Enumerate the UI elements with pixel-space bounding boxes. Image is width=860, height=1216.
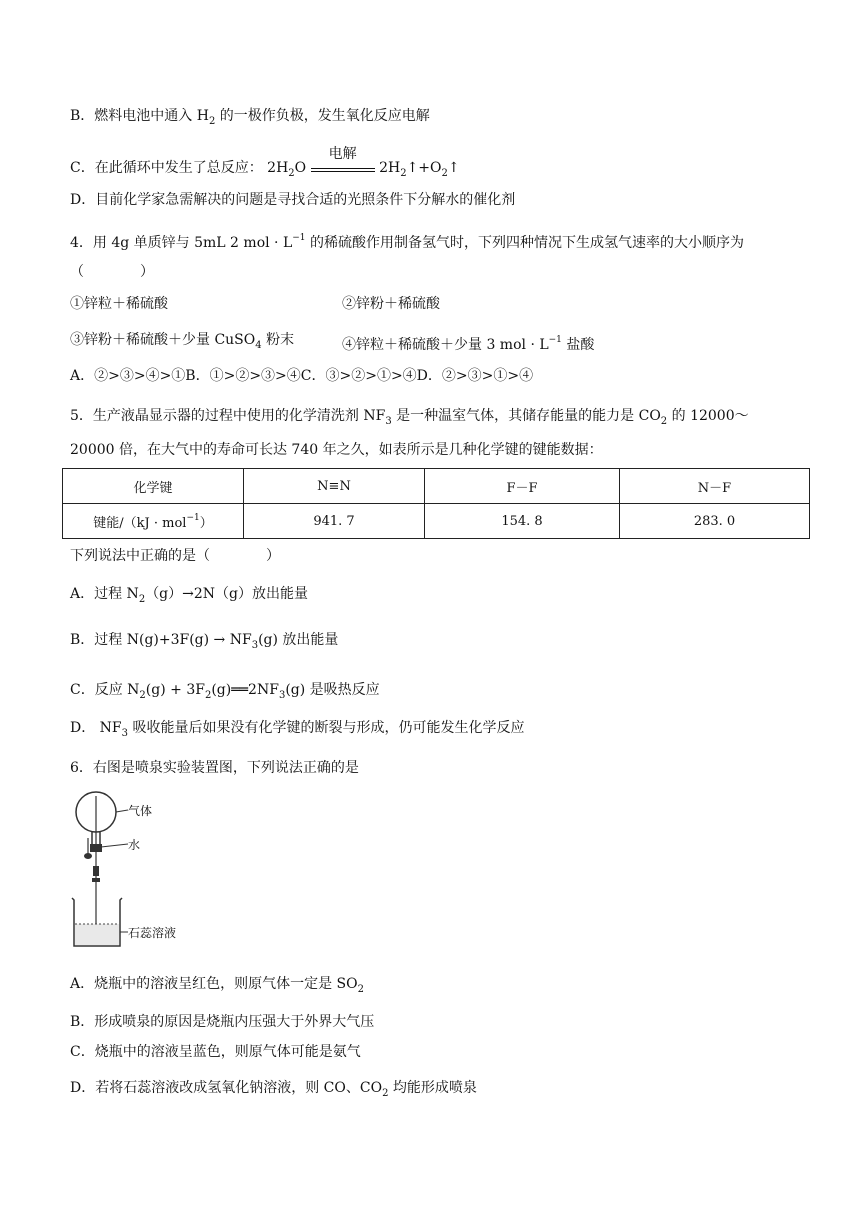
fountain-apparatus-figure bbox=[66, 786, 206, 956]
q6-option-c: C．烧瓶中的溶液呈蓝色，则原气体可能是氨气 bbox=[70, 1044, 361, 1060]
table-row bbox=[63, 504, 810, 539]
q3-option-c: C．在此循环中发生了总反应： $2H_2O$ 电解 $2H_2↑+O_2↑$ bbox=[70, 146, 460, 179]
q4-case-3: ③锌粉＋稀硫酸＋少量 CuSO$_4$ 粉末 bbox=[70, 332, 295, 351]
q6-stem: 6．右图是喷泉实验装置图，下列说法正确的是 bbox=[70, 760, 359, 776]
q4-stem: 4．用 4g 单质锌与 5mL 2 mol · $L^{-1}$ 的稀硫酸作用制备氢气时，下列四种情况下生成氢气速率的大小顺序为 bbox=[70, 233, 744, 251]
q4-case-2: ②锌粉＋稀硫酸 bbox=[342, 296, 440, 312]
q5-option-a: A．过程 $N_2(g)\to 2N(g)$放出能量 bbox=[70, 586, 308, 605]
table-header-row bbox=[63, 469, 810, 504]
table-cell: 154. 8 bbox=[425, 504, 620, 539]
table-header-cell: N≡N bbox=[244, 469, 425, 504]
q5-stem-line1: 5．生产液晶显示器的过程中使用的化学清洗剂 $NF_3$ 是一种温室气体，其储存能量的能力是 $CO_2$ 的 12000～ bbox=[70, 408, 749, 427]
table-cell: 941. 7 bbox=[244, 504, 425, 539]
electrolysis-equals-sign: 电解 bbox=[311, 160, 375, 172]
table-cell: 283. 0 bbox=[620, 504, 810, 539]
q3-option-d: D．目前化学家急需解决的问题是寻找合适的光照条件下分解水的催化剂 bbox=[70, 192, 516, 208]
q6-option-a: A．烧瓶中的溶液呈红色，则原气体一定是 $SO_2$ bbox=[70, 976, 365, 995]
q4-answer-options: A．②>③>④>①B．①>②>③>④C．③>②>①>④D．②>③>①>④ bbox=[70, 368, 534, 384]
q3-option-b: B．燃料电池中通入 $H_2$ 的一极作负极，发生氧化反应电解 bbox=[70, 108, 430, 127]
table-row-label: 键能/（kJ · mol$^{-1}$） bbox=[63, 504, 244, 539]
table-header-cell: 化学键 bbox=[63, 469, 244, 504]
q4-answer-paren: （ ） bbox=[70, 264, 154, 280]
q6-option-d: D．若将石蕊溶液改成氢氧化钠溶液，则 CO、$CO_2$ 均能形成喷泉 bbox=[70, 1080, 477, 1099]
q5-option-b: B．过程 $N(g)+3F(g) \to NF_3(g)$ 放出能量 bbox=[70, 632, 339, 651]
q5-question: 下列说法中正确的是（ ） bbox=[70, 548, 280, 564]
figure-label-litmus-solution: 石蕊溶液 bbox=[128, 926, 177, 940]
q5-option-c: C．反应 $N_2(g)$ + $3F_2(g)══2NF_3(g)$ 是吸热反应 bbox=[70, 682, 380, 701]
q6-option-b: B．形成喷泉的原因是烧瓶内压强大于外界大气压 bbox=[70, 1014, 375, 1030]
q5-stem-line2: 20000 倍，在大气中的寿命可长达 740 年之久，如表所示是几种化学键的键能数据： bbox=[70, 442, 603, 458]
bond-energy-table bbox=[62, 468, 810, 539]
q4-case-4: ④锌粒＋稀硫酸＋少量 3 mol · $L^{-1}$ 盐酸 bbox=[342, 335, 595, 353]
table-header-cell: N－F bbox=[620, 469, 810, 504]
figure-label-water: 水 bbox=[128, 838, 141, 852]
figure-label-gas: 气体 bbox=[128, 804, 153, 818]
q4-case-1: ①锌粒＋稀硫酸 bbox=[70, 296, 168, 312]
table-header-cell: F－F bbox=[425, 469, 620, 504]
q5-option-d: D． $NF_3$ 吸收能量后如果没有化学键的断裂与形成，仍可能发生化学反应 bbox=[70, 720, 525, 739]
